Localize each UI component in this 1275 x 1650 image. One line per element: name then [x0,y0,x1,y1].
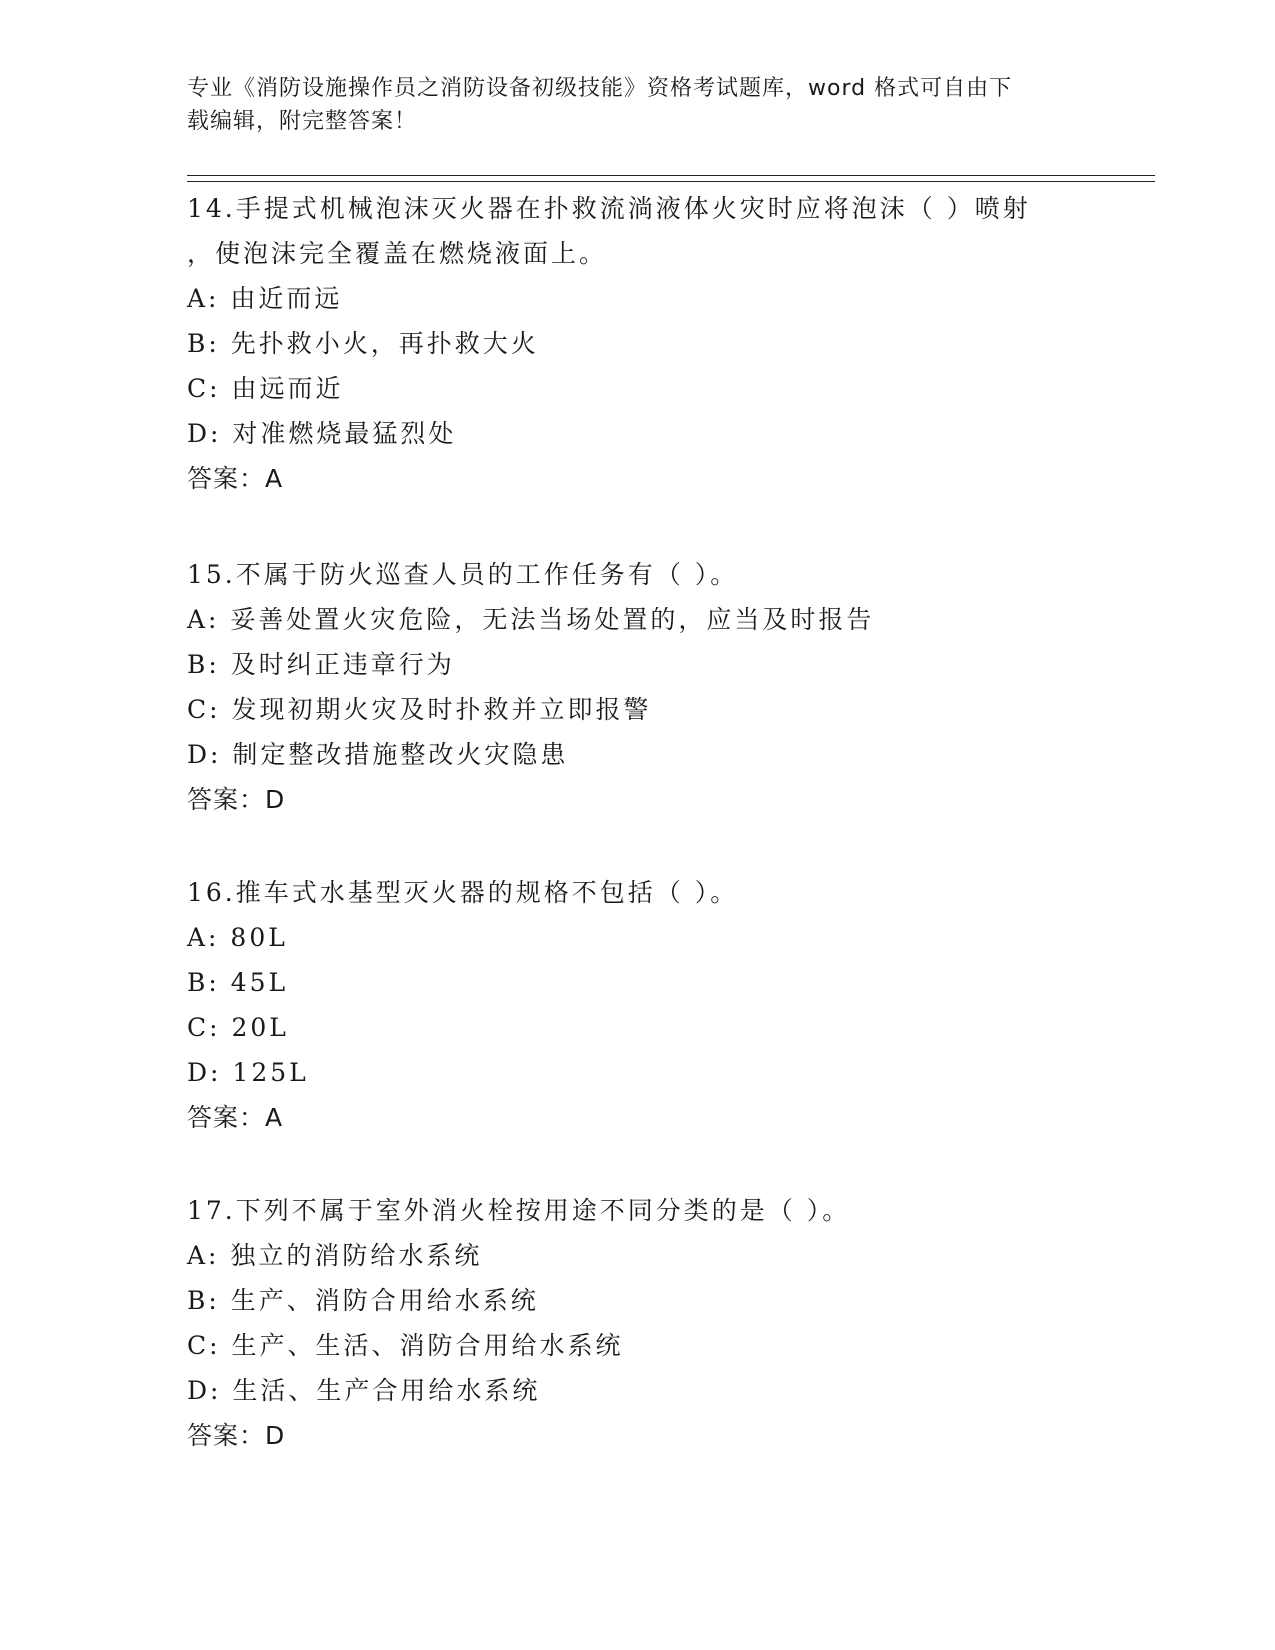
question-14 [187,186,1087,501]
question-stem-line: 17.下列不属于室外消火栓按用途不同分类的是（ ）。 [187,1196,851,1225]
header-line-1: 专业《消防设施操作员之消防设备初级技能》资格考试题库，word 格式可自由下 [187,76,1013,101]
option-d: D: 制定整改措施整改火灾隐患 [187,740,569,769]
option-b: B: 45L [187,968,289,997]
option-c: C: 生产、生活、消防合用给水系统 [187,1331,624,1360]
question-17 [187,1188,1087,1458]
question-15 [187,552,1087,822]
option-c: C: 由远而近 [187,374,344,403]
question-stem-line: ，使泡沫完全覆盖在燃烧液面上。 [187,239,608,268]
answer: 答案：A [187,1103,284,1132]
header-divider-top [187,175,1155,176]
question-stem-line: 14.手提式机械泡沫灭火器在扑救流淌液体火灾时应将泡沫（ ）喷射 [187,194,1031,223]
answer: 答案：A [187,464,284,493]
option-d: D: 对准燃烧最猛烈处 [187,419,457,448]
question-16 [187,870,1087,1140]
question-stem-line: 15.不属于防火巡查人员的工作任务有（ ）。 [187,560,739,589]
option-b: B: 及时纠正违章行为 [187,650,455,679]
option-c: C: 发现初期火灾及时扑救并立即报警 [187,695,652,724]
option-b: B: 先扑救小火，再扑救大火 [187,329,539,358]
option-d: D: 125L [187,1058,309,1087]
option-a: A: 妥善处置火灾危险，无法当场处置的，应当及时报告 [187,605,875,634]
option-b: B: 生产、消防合用给水系统 [187,1286,539,1315]
option-a: A: 由近而远 [187,284,343,313]
header-line-2: 载编辑，附完整答案！ [187,109,418,134]
question-stem-line: 16.推车式水基型灭火器的规格不包括（ ）。 [187,878,739,907]
option-c: C: 20L [187,1013,289,1042]
header-divider-bottom [187,181,1155,182]
option-a: A: 80L [187,923,288,952]
answer: 答案：D [187,785,286,814]
option-d: D: 生活、生产合用给水系统 [187,1376,541,1405]
option-a: A: 独立的消防给水系统 [187,1241,483,1270]
answer: 答案：D [187,1421,286,1450]
document-header [187,72,1087,138]
